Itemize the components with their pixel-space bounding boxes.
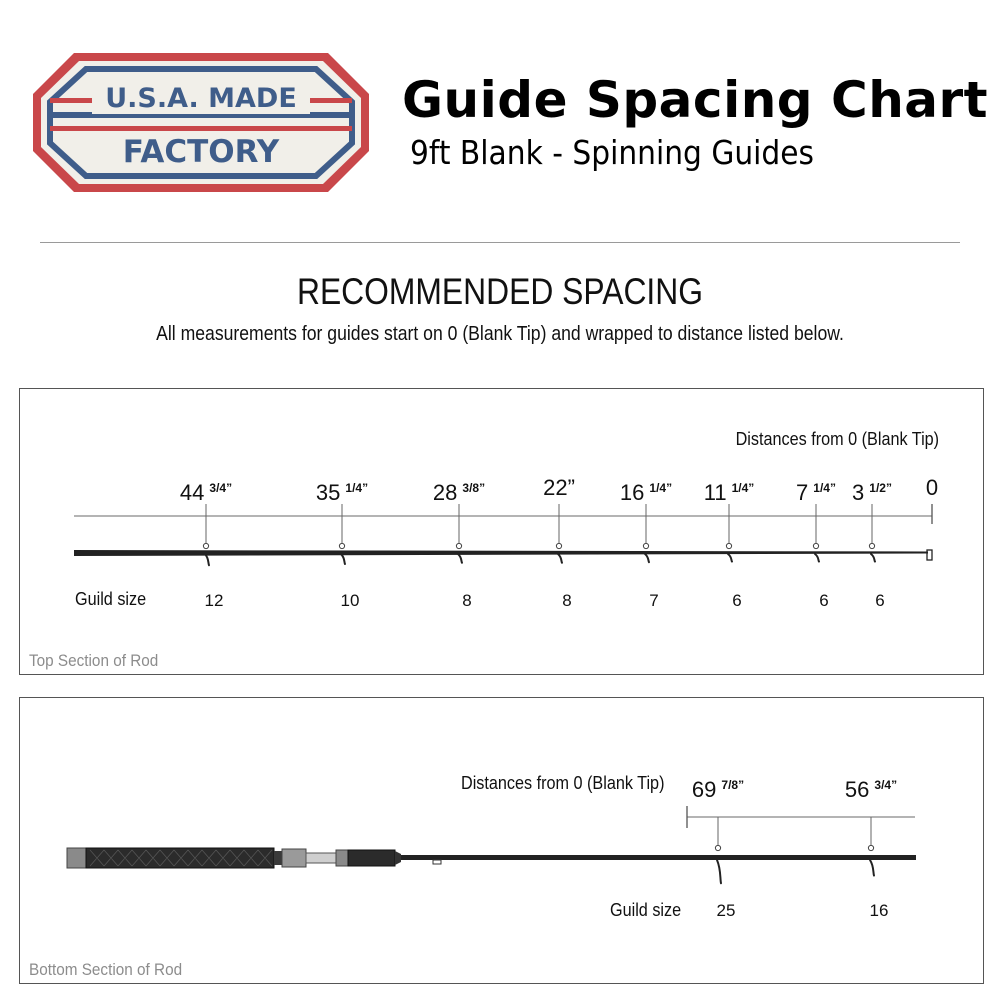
top-guide-distance-3 [433,475,485,506]
reel-seat-barrel [306,853,336,863]
bottom-guide-ring-2 [868,845,873,850]
rod-handle [67,848,401,868]
bottom-guide-ring-1 [715,845,720,850]
top-guide-size-6: 6 [732,591,742,610]
top-guide-size-1: 12 [204,591,224,610]
top-guide-foot-1 [205,554,209,565]
top-zero-label: 0 [925,475,939,500]
bottom-guide-markers [715,817,874,883]
top-guide-distance-2 [316,475,368,506]
bottom-section-diagram [20,698,983,983]
top-guide-distance-4 [543,475,575,501]
fore-grip [348,850,395,866]
top-guide-distance-whole-7: 7 [796,480,809,505]
top-guide-ring-8 [869,543,874,548]
top-guide-distance-whole-5: 16 [619,480,645,505]
bottom-distances-heading: Distances from 0 (Blank Tip) [461,773,665,793]
top-guide-size-heading: Guild size [75,589,147,609]
top-guide-foot-3 [458,554,462,563]
top-guide-distance-whole-6: 11 [703,480,727,505]
top-guide-size-3: 8 [462,591,472,610]
bottom-guide-distance-fraction-1: 7/8” [721,778,745,792]
bottom-guide-distance-1 [692,772,744,803]
top-guide-distance-6 [704,475,755,506]
top-guide-ring-4 [556,543,561,548]
top-guide-distance-fraction-3: 3/8” [462,481,486,495]
top-guide-distance-7 [796,475,836,506]
top-guide-distance-5 [620,475,672,506]
top-guide-foot-4 [558,554,562,563]
bottom-guide-size-2: 16 [869,901,889,920]
top-guide-distance-8 [852,475,892,506]
logo-text-line1: U.S.A. MADE [105,83,297,114]
top-guide-ring-5 [643,543,648,548]
top-guide-distance-fraction-8: 1/2” [869,481,892,495]
top-guide-distance-fraction-7: 1/4” [813,481,836,495]
bottom-guide-distance-2 [845,772,897,803]
top-guide-size-8: 6 [875,591,885,610]
reel-seat [282,849,306,867]
top-guide-distance-fraction-5: 1/4” [649,481,673,495]
bottom-guide-size-1: 25 [716,901,736,920]
top-guide-distance-whole-2: 35 [315,480,341,505]
rear-grip [86,848,274,868]
section-heading: RECOMMENDED SPACING [296,271,704,312]
top-guide-size-2: 10 [340,591,360,610]
top-guide-foot-6 [728,554,732,562]
top-guide-foot-7 [815,554,819,562]
usa-made-factory-logo [30,50,372,195]
top-distances-heading: Distances from 0 (Blank Tip) [735,429,939,449]
top-guide-foot-8 [871,554,875,562]
top-guide-foot-2 [341,554,345,564]
top-guide-distance-fraction-2: 1/4” [345,481,369,495]
top-guide-markers [203,504,875,565]
bottom-guide-distance-whole-2: 56 [844,777,870,802]
header-divider [40,242,960,243]
bottom-guide-foot-2 [870,860,874,876]
butt-cap [67,848,87,868]
top-guide-distance-whole-8: 3 [852,480,865,505]
top-guide-distance-whole-1: 44 [179,480,205,505]
top-section-label: Top Section of Rod [29,651,159,670]
top-guide-size-7: 6 [819,591,829,610]
reel-seat-hood [274,851,282,865]
page-title: Guide Spacing Chart [402,71,989,129]
page-subtitle: 9ft Blank - Spinning Guides [410,133,815,172]
hook-keeper [433,860,441,864]
top-guide-ring-7 [813,543,818,548]
top-guide-size-4: 8 [562,591,572,610]
top-guide-ring-2 [339,543,344,548]
top-guide-ring-3 [456,543,461,548]
reel-seat-nut [336,850,348,866]
bottom-guide-size-heading: Guild size [610,900,682,920]
section-intro: All measurements for guides start on 0 (Blank Tip) and wrapped to distance listed below. [156,323,844,345]
top-guide-ring-6 [726,543,731,548]
top-guide-size-5: 7 [649,591,659,610]
top-guide-foot-5 [645,554,649,562]
top-guide-distance-fraction-6: 1/4” [731,481,755,495]
bottom-guide-distance-whole-1: 69 [691,777,717,802]
top-guide-distance-1 [180,475,232,506]
logo-text-line2: FACTORY [122,134,280,170]
bottom-section-panel [19,697,984,984]
top-guide-distance-fraction-1: 3/4” [209,481,233,495]
top-guide-distance-whole-4: 22” [543,475,575,500]
top-guide-ring-1 [203,543,208,548]
top-guide-distance-whole-3: 28 [432,480,458,505]
top-rod-blank [74,550,928,556]
bottom-guide-distance-fraction-2: 3/4” [874,778,898,792]
winding-check [395,851,401,865]
bottom-section-label: Bottom Section of Rod [29,960,183,979]
top-section-panel [19,388,984,675]
bottom-guide-foot-1 [717,860,721,883]
bottom-rod-blank [401,855,916,860]
